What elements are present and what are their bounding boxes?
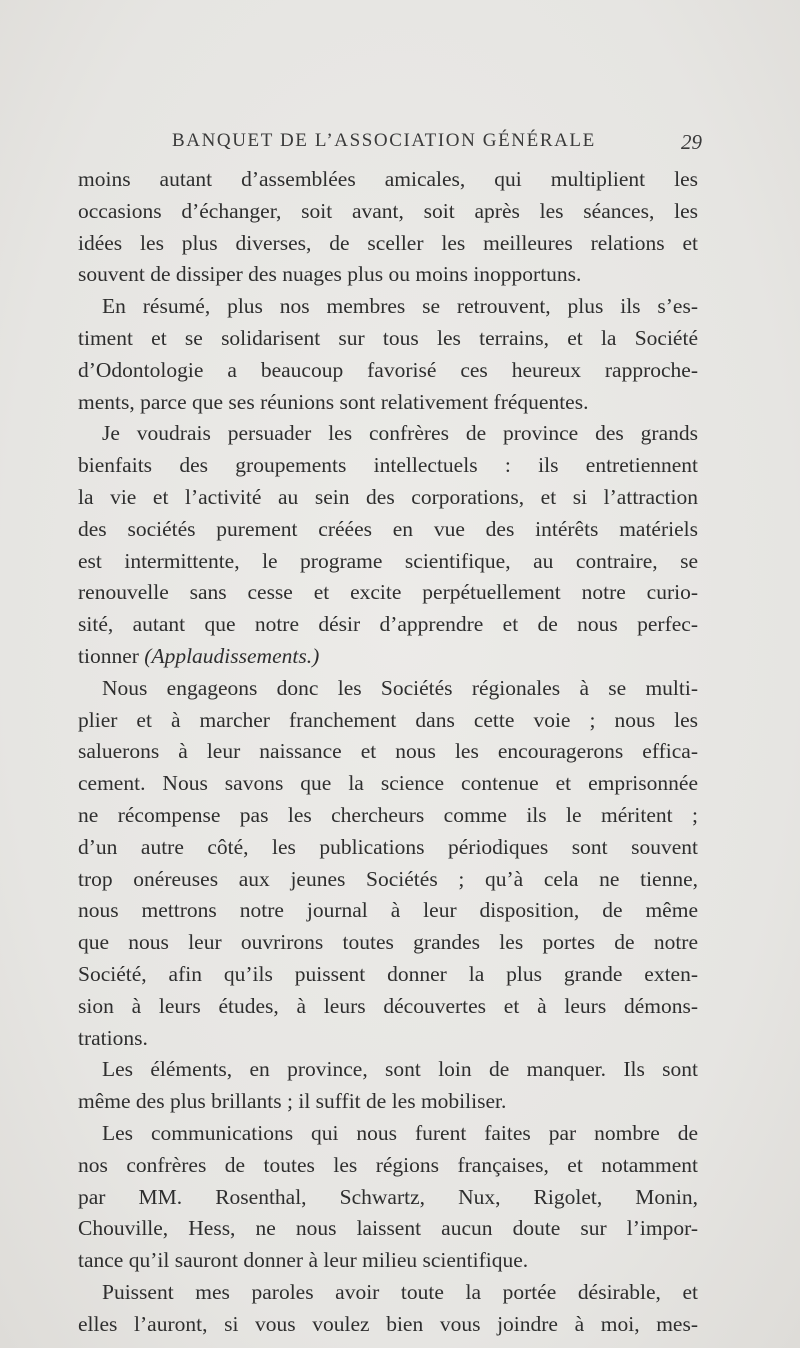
text-line-content: nous mettrons notre journal à leur disposition, de même [78,898,698,923]
text-line-content: occasions d’échanger, soit avant, soit après les séances, les [78,198,698,223]
text-line-content: trations. [78,1025,148,1050]
page-number: 29 [681,130,702,154]
text-line-content: d’un autre côté, les publications périodiques sont souvent [78,834,698,859]
text-line [78,895,698,927]
text-line-content: timent et se solidarisent sur tous les terrains, et la Société [78,325,698,350]
text-line-content: saluerons à leur naissance et nous les encouragerons effica- [78,739,698,764]
text-line-content: sité, autant que notre désir d’apprendre et de nous perfec- [78,612,698,637]
text-line [78,673,698,705]
text-line [78,1023,698,1055]
text-line [78,832,698,864]
text-line [78,991,698,1023]
text-line-content: souvent de dissiper des nuages plus ou moins inopportuns. [78,262,582,287]
text-line-content: ments, parce que ses réunions sont relativement fréquentes. [78,389,589,414]
text-line [78,1182,698,1214]
text-line-content: ne récompense pas les chercheurs comme ils le méritent ; [78,802,698,827]
text-line [78,387,698,419]
text-line [78,546,698,578]
text-line [78,514,698,546]
text-line [78,1086,698,1118]
text-line-content: par MM. Rosenthal, Schwartz, Nux, Rigolet, Monin, [78,1184,698,1209]
text-line-content: cement. Nous savons que la science contenue et emprisonnée [78,771,698,796]
text-line-content: renouvelle sans cesse et excite perpétuellement notre curio- [78,580,698,605]
text-line [78,355,698,387]
text-line-content: Puissent mes paroles avoir toute la portée désirable, et [102,1279,698,1304]
text-line-content: Nous engageons donc les Sociétés régionales à se multi- [102,675,698,700]
text-line [78,577,698,609]
text-line [78,927,698,959]
text-line [78,196,698,228]
text-line-content: bienfaits des groupements intellectuels : ils entretiennent [78,453,698,478]
text-line-content: elles l’auront, si vous voulez bien vous joindre à moi, mes- [78,1311,698,1336]
text-line [78,323,698,355]
text-line [78,259,698,291]
text-line [78,1150,698,1182]
text-line-content: nos confrères de toutes les régions françaises, et notamment [78,1152,698,1177]
text-line [78,291,698,323]
text-line [78,641,698,673]
text-line-content: moins autant d’assemblées amicales, qui multiplient les [78,167,698,191]
text-line-content: d’Odontologie a beaucoup favorisé ces heureux rapproche- [78,357,698,382]
text-line-content: tionner [78,643,145,668]
text-line [78,164,698,196]
text-line [78,1245,698,1277]
text-line [78,609,698,641]
text-line [78,959,698,991]
text-line-content: idées les plus diverses, de sceller les meilleures relations et [78,230,698,255]
text-line [78,768,698,800]
text-line-content: que nous leur ouvrirons toutes grandes les portes de notre [78,930,698,955]
text-line-content: En résumé, plus nos membres se retrouvent, plus ils s’es- [102,294,698,319]
text-line [78,705,698,737]
text-line-content: des sociétés purement créées en vue des intérêts matériels [78,516,698,541]
text-line-italic: (Applaudissements.) [144,643,320,668]
text-line-content: sion à leurs études, à leurs découvertes et à leurs démons- [78,993,698,1018]
text-line [78,736,698,768]
text-line [78,800,698,832]
text-line [78,418,698,450]
text-line [78,228,698,260]
text-line-content: Les éléments, en province, sont loin de manquer. Ils sont [102,1057,698,1082]
text-line [78,1213,698,1245]
text-line-content: tance qu’il sauront donner à leur milieu scientifique. [78,1248,529,1273]
text-line [78,1277,698,1309]
text-line-content: Les communications qui nous furent faites par nombre de [102,1120,698,1145]
text-line-content: Société, afin qu’ils puissent donner la plus grande exten- [78,961,698,986]
text-line [78,450,698,482]
text-line-content: est intermittente, le programe scientifique, au contraire, se [78,548,698,573]
text-line-content: Je voudrais persuader les confrères de province des grands [102,421,698,446]
running-head-title: BANQUET DE L’ASSOCIATION GÉNÉRALE [172,130,596,151]
text-line-content: plier et à marcher franchement dans cette voie ; nous les [78,707,698,732]
text-line [78,482,698,514]
text-line-content: la vie et l’activité au sein des corporations, et si l’attraction [78,484,698,509]
text-line-content: trop onéreuses aux jeunes Sociétés ; qu’à cela ne tienne, [78,866,698,891]
text-line [78,864,698,896]
text-line-content: même des plus brillants ; il suffit de les mobiliser. [78,1089,507,1114]
text-line [78,1054,698,1086]
running-head [82,130,702,156]
text-line-content: Chouville, Hess, ne nous laissent aucun doute sur l’impor- [78,1216,698,1241]
text-line [78,1309,698,1341]
text-line [78,1118,698,1150]
body-text [78,164,698,1340]
